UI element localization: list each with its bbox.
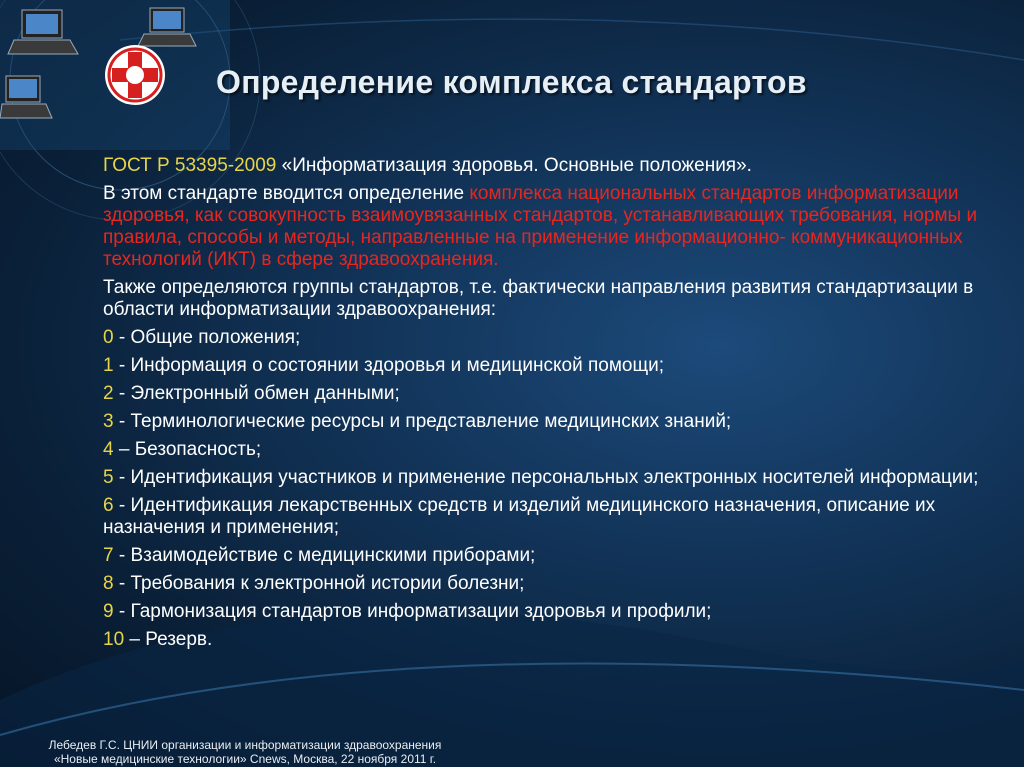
list-item-text: Идентификация лекарственных средств и изделий медицинского назначения, описание их назначения и применения; — [103, 495, 936, 538]
definition-highlight: комплекса национальных стандартов информатизации здоровья, как совокупность взаимоувязанных стандартов, устанавливающих требования, нормы и правила, способы и методы, направленные на применение информационно- коммуникационных технологий (ИКТ) в сфере здравоохранения. — [103, 183, 978, 270]
list-item-number: 1 — [103, 355, 114, 376]
list-item-separator: - — [113, 573, 131, 594]
slide-title: Определение комплекса стандартов — [216, 64, 807, 100]
definition-intro: В этом стандарте вводится определение — [103, 183, 470, 204]
list-item-text: Гармонизация стандартов информатизации здоровья и профили; — [130, 601, 712, 622]
cniioiz-logo-icon — [105, 45, 165, 105]
list-item-text: Электронный обмен данными; — [130, 383, 400, 404]
list-item-separator: - — [113, 467, 131, 488]
list-item-number: 0 — [103, 327, 114, 348]
groups-paragraph: Также определяются группы стандартов, т.е. фактически направления развития стандартизации в области информатизации здравоохранения: — [103, 277, 974, 320]
list-item — [103, 629, 983, 651]
list-item-text: Взаимодействие с медицинскими приборами; — [130, 545, 536, 566]
list-item-separator: - — [113, 411, 131, 432]
list-item — [103, 355, 983, 377]
list-item-separator: - — [113, 383, 131, 404]
list-item-number: 10 — [103, 629, 125, 650]
list-item-text: Терминологические ресурсы и представление медицинских знаний; — [130, 411, 732, 432]
footer-event: «Новые медицинские технологии» Cnews, Москва, 22 ноября 2011 г. — [53, 752, 437, 766]
definition-paragraph — [103, 183, 983, 271]
slide-footer — [0, 738, 490, 766]
list-item — [103, 383, 983, 405]
list-item-separator: – — [124, 629, 146, 650]
list-item — [103, 601, 983, 623]
gost-reference: ГОСТ Р 53395-2009 — [103, 155, 277, 176]
list-item-separator: - — [113, 495, 131, 516]
list-item-number: 2 — [103, 383, 114, 404]
list-item-number: 7 — [103, 545, 114, 566]
list-item-text: Резерв. — [145, 629, 213, 650]
list-item-number: 4 — [103, 439, 114, 460]
list-item — [103, 573, 983, 595]
list-item — [103, 327, 983, 349]
list-item — [103, 495, 983, 539]
list-item — [103, 439, 983, 461]
list-item-number: 3 — [103, 411, 114, 432]
list-item-separator: - — [113, 545, 131, 566]
list-item — [103, 467, 983, 489]
list-item-number: 9 — [103, 601, 114, 622]
gost-paragraph — [103, 155, 983, 177]
corner-illustration — [0, 0, 230, 150]
list-item-text: Информация о состоянии здоровья и медицинской помощи; — [130, 355, 664, 376]
slide-content — [103, 155, 983, 657]
list-item-number: 6 — [103, 495, 114, 516]
list-item-separator: – — [113, 439, 135, 460]
list-item-text: Общие положения; — [130, 327, 301, 348]
gost-name: «Информатизация здоровья. Основные положения». — [276, 155, 752, 176]
list-item-separator: - — [113, 355, 131, 376]
list-item-separator: - — [113, 601, 131, 622]
list-item-text: Идентификация участников и применение персональных электронных носителей информации; — [130, 467, 979, 488]
list-item-separator: - — [113, 327, 131, 348]
list-item-text: Требования к электронной истории болезни; — [130, 573, 525, 594]
list-item-number: 5 — [103, 467, 114, 488]
footer-author: Лебедев Г.С. ЦНИИ организации и информатизации здравоохранения — [48, 738, 442, 752]
list-item-text: Безопасность; — [134, 439, 262, 460]
list-item-number: 8 — [103, 573, 114, 594]
list-item — [103, 545, 983, 567]
list-item — [103, 411, 983, 433]
